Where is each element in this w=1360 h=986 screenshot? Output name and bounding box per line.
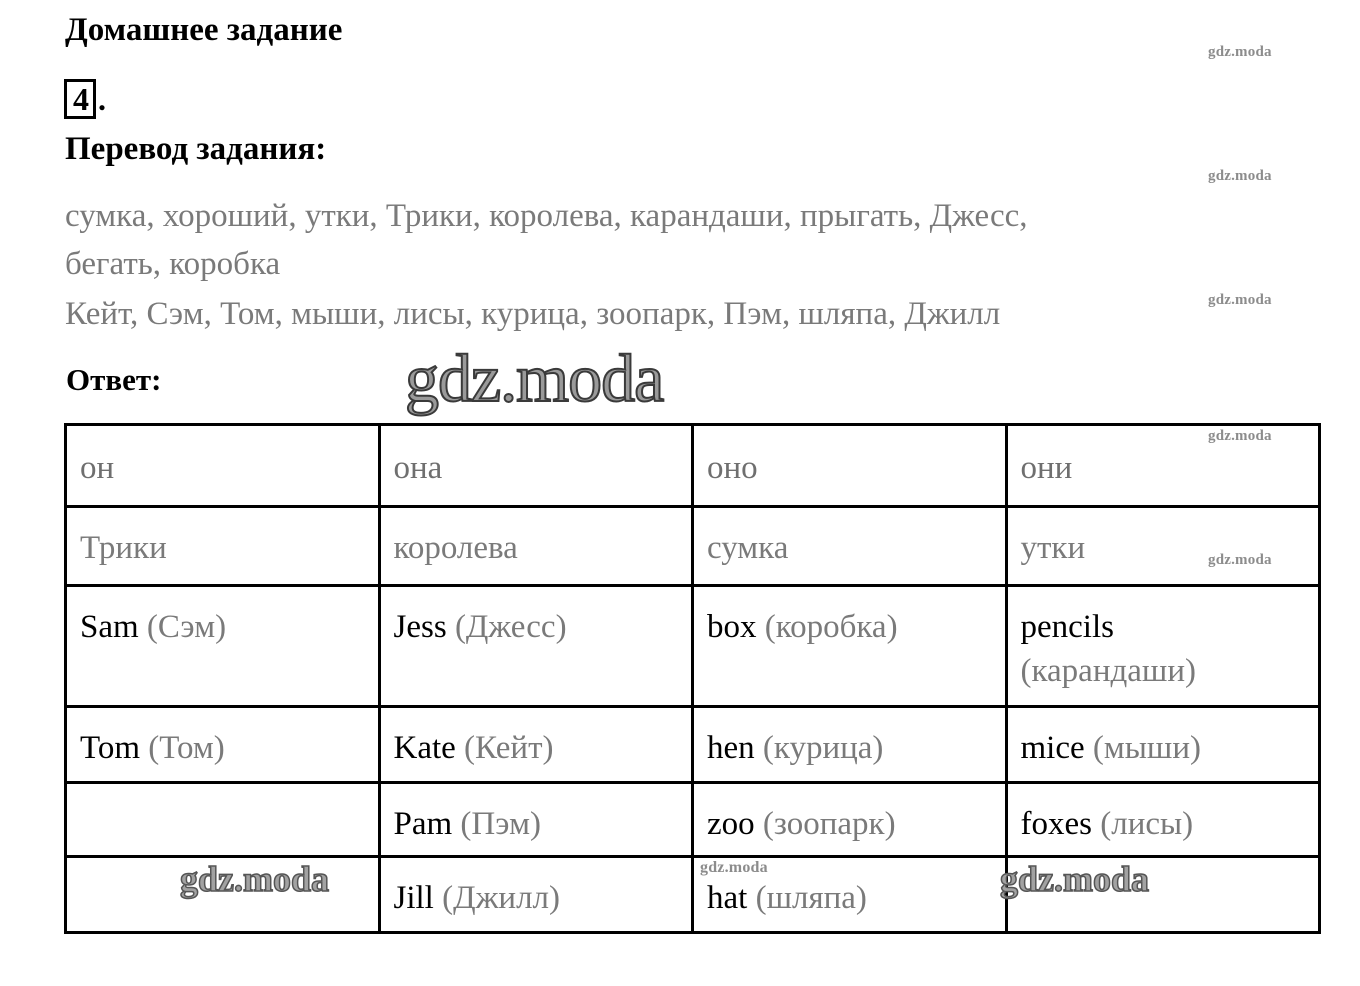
table-row — [66, 586, 1320, 707]
cell-russian: (Сэм) — [146, 609, 227, 646]
cell-english: Kate — [393, 730, 456, 767]
header-cell: оно — [693, 425, 1007, 507]
table-cell — [379, 857, 693, 933]
watermark-large: gdz.moda — [180, 859, 330, 899]
cell-russian: утки — [1020, 529, 1086, 566]
header-cell: они — [1006, 425, 1320, 507]
cell-english: Sam — [80, 609, 139, 646]
watermark: gdz.moda — [700, 859, 768, 876]
cell-russian: (зоопарк) — [762, 805, 896, 842]
header-cell: она — [379, 425, 693, 507]
cell-russian: (Том) — [148, 730, 225, 767]
cell-russian: (Кейт) — [464, 730, 554, 767]
translation-line: бегать, коробка — [65, 246, 281, 282]
task-number-dot: . — [98, 80, 106, 117]
table-cell — [1006, 782, 1320, 857]
table-cell — [693, 707, 1007, 783]
cell-russian: Трики — [80, 529, 167, 566]
cell-russian: (коробка) — [764, 609, 898, 646]
watermark: gdz.moda — [1208, 168, 1272, 184]
cell-russian: королева — [393, 529, 518, 566]
table-cell — [693, 506, 1007, 586]
answer-label: Ответ: — [66, 362, 162, 397]
cell-english: Jill — [393, 880, 434, 917]
table-row — [66, 782, 1320, 857]
table-cell — [66, 586, 380, 707]
watermark: gdz.moda — [1208, 292, 1272, 308]
cell-russian: (лисы) — [1100, 805, 1194, 842]
cell-english: mice — [1020, 730, 1085, 767]
cell-russian: (Пэм) — [460, 805, 541, 842]
cell-english: Pam — [393, 805, 453, 842]
cell-english: zoo — [707, 805, 755, 842]
cell-english: pencils — [1020, 609, 1114, 646]
watermark: gdz.moda — [1208, 44, 1272, 60]
cell-english: Jess — [393, 609, 447, 646]
cell-english: hen — [707, 730, 755, 767]
table-cell — [66, 506, 380, 586]
table-header-row — [66, 425, 1320, 507]
watermark-large: gdz.moda — [405, 340, 664, 416]
table-row — [66, 707, 1320, 783]
table-cell — [379, 506, 693, 586]
cell-english: box — [707, 609, 757, 646]
cell-russian: (Джесс) — [454, 609, 567, 646]
watermark-large: gdz.moda — [1000, 859, 1150, 899]
cell-russian: (Джилл) — [442, 880, 560, 917]
table-cell — [66, 782, 380, 857]
page-title: Домашнее задание — [65, 12, 343, 48]
table-cell — [379, 586, 693, 707]
header-cell: он — [66, 425, 380, 507]
table-cell — [1006, 506, 1320, 586]
cell-russian: (мыши) — [1092, 730, 1201, 767]
table-cell — [379, 707, 693, 783]
table-cell — [66, 707, 380, 783]
cell-english: Tom — [80, 730, 141, 767]
translation-line: сумка, хороший, утки, Трики, королева, карандаши, прыгать, Джесс, — [65, 198, 1028, 234]
task-number-box: 4 — [64, 79, 96, 119]
watermark: gdz.moda — [1208, 552, 1272, 568]
table-row — [66, 506, 1320, 586]
table-cell — [1006, 707, 1320, 783]
table-cell — [693, 782, 1007, 857]
cell-russian: сумка — [707, 529, 789, 566]
table-cell — [1006, 586, 1320, 707]
cell-english: hat — [707, 880, 748, 917]
cell-russian: (карандаши) — [1020, 653, 1196, 690]
cell-russian: (шляпа) — [755, 880, 867, 917]
table-cell — [379, 782, 693, 857]
translation-line: Кейт, Сэм, Том, мыши, лисы, курица, зоопарк, Пэм, шляпа, Джилл — [65, 296, 1001, 332]
cell-english: foxes — [1020, 805, 1092, 842]
task-number — [64, 78, 106, 120]
watermark: gdz.moda — [1208, 428, 1272, 444]
translation-heading: Перевод задания: — [65, 131, 327, 167]
table-cell — [693, 586, 1007, 707]
cell-russian: (курица) — [762, 730, 884, 767]
